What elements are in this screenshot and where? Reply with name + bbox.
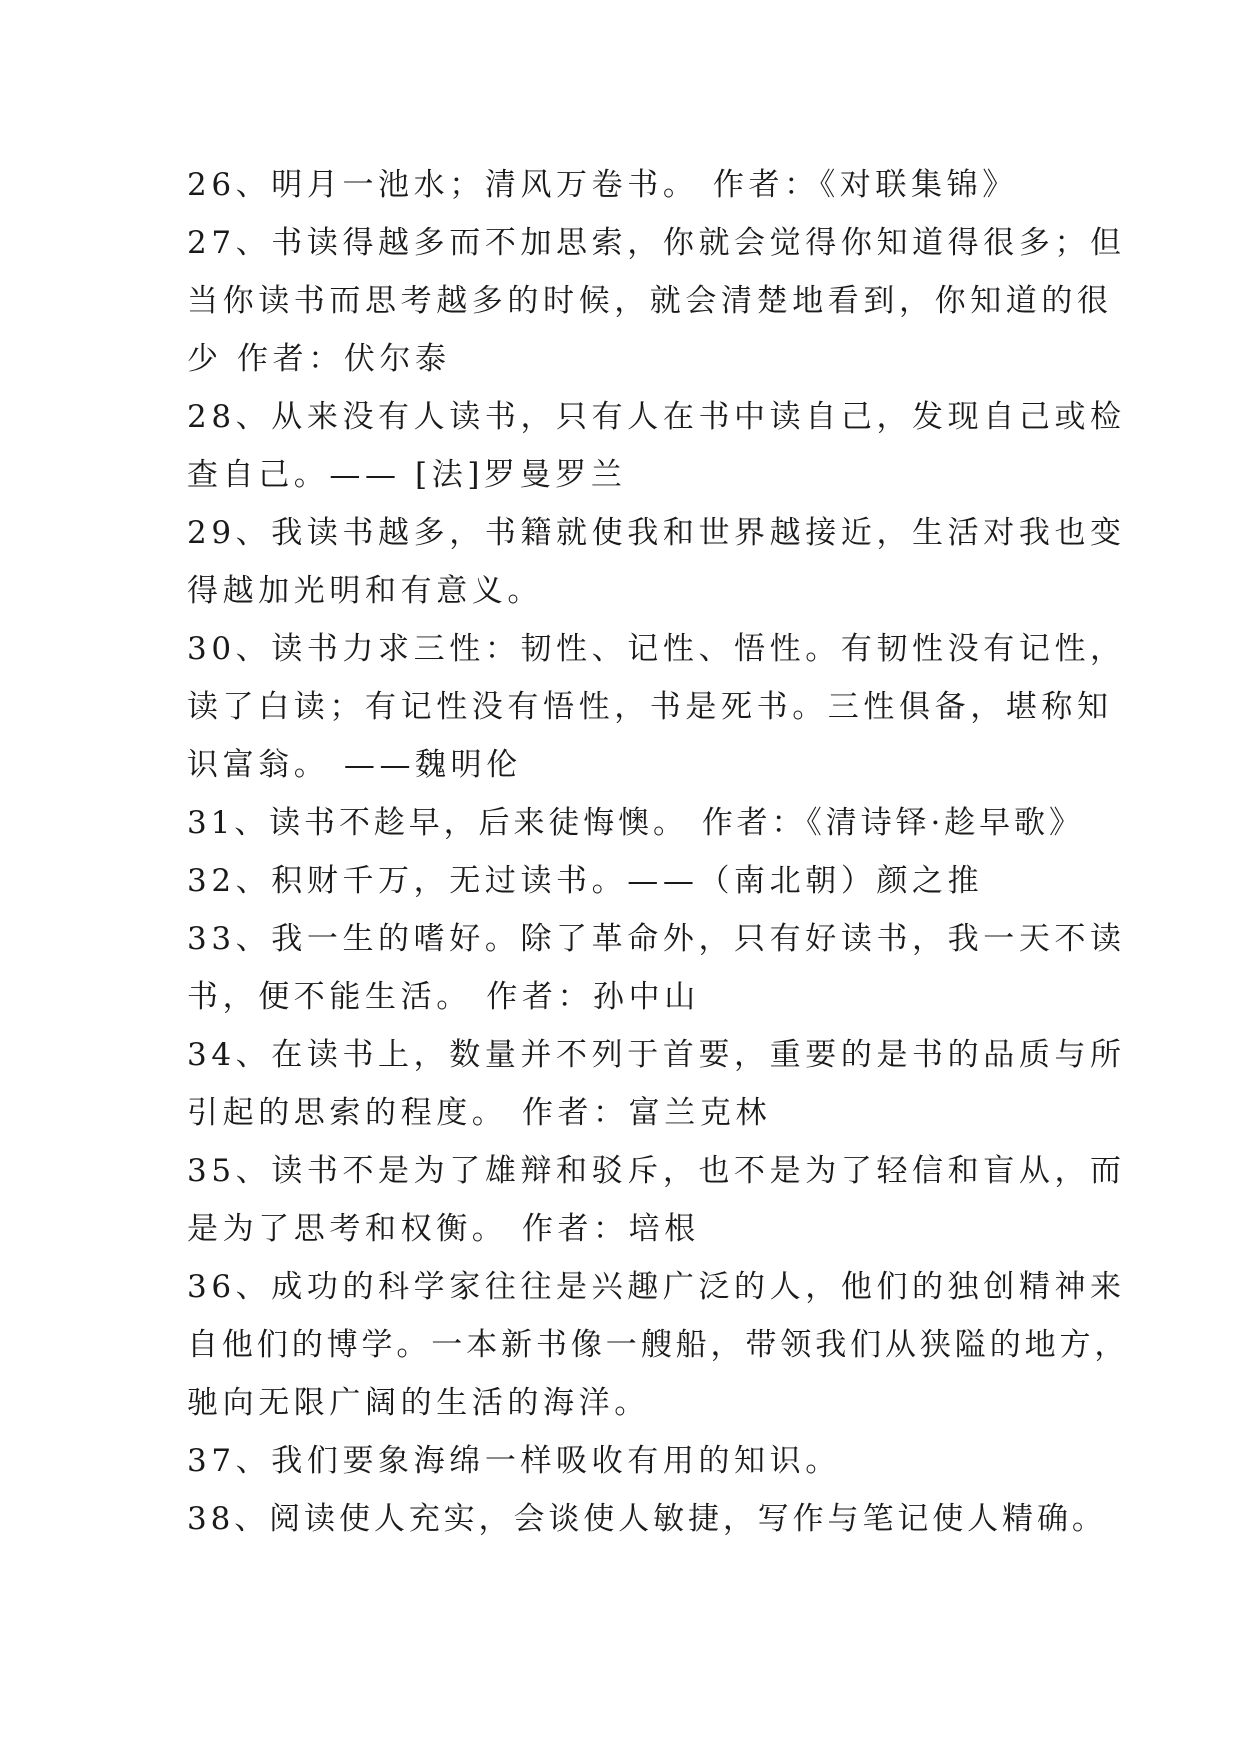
text-line: 35、读书不是为了雄辩和驳斥，也不是为了轻信和盲从，而 xyxy=(187,1153,1126,1189)
text-line: 26、明月一池水；清风万卷书。 作者：《对联集锦》 xyxy=(187,167,1018,203)
text-line: 少 作者：伏尔泰 xyxy=(187,341,451,377)
text-line: 32、积财千万，无过读书。——（南北朝）颜之推 xyxy=(187,863,984,899)
text-line: 得越加光明和有意义。 xyxy=(187,573,543,609)
text-line: 查自己。—— [法]罗曼罗兰 xyxy=(187,457,627,493)
text-line: 27、书读得越多而不加思索，你就会觉得你知道得很多；但 xyxy=(187,225,1126,261)
text-line: 33、我一生的嗜好。除了革命外，只有好读书，我一天不读 xyxy=(187,921,1126,957)
text-line: 自他们的博学。一本新书像一艘船，带领我们从狭隘的地方， xyxy=(187,1327,1130,1363)
text-line: 书，便不能生活。 作者：孙中山 xyxy=(187,979,700,1015)
text-line: 31、读书不趁早，后来徒悔懊。 作者：《清诗铎·趁早歌》 xyxy=(187,805,1084,841)
text-line: 29、我读书越多，书籍就使我和世界越接近，生活对我也变 xyxy=(187,515,1126,551)
text-line: 引起的思索的程度。 作者：富兰克林 xyxy=(187,1095,772,1131)
text-line: 36、成功的科学家往往是兴趣广泛的人，他们的独创精神来 xyxy=(187,1269,1126,1305)
text-line: 驰向无限广阔的生活的海洋。 xyxy=(187,1385,650,1421)
text-line: 34、在读书上，数量并不列于首要，重要的是书的品质与所 xyxy=(187,1037,1126,1073)
text-line: 30、读书力求三性：韧性、记性、悟性。有韧性没有记性， xyxy=(187,631,1126,667)
text-line: 读了白读；有记性没有悟性，书是死书。三性俱备，堪称知 xyxy=(187,689,1113,725)
text-line: 28、从来没有人读书，只有人在书中读自己，发现自己或检 xyxy=(187,399,1126,435)
quote-list xyxy=(187,156,1130,1548)
text-line: 是为了思考和权衡。 作者：培根 xyxy=(187,1211,700,1247)
text-line: 识富翁。 ——魏明伦 xyxy=(187,747,522,783)
text-line: 当你读书而思考越多的时候，就会清楚地看到，你知道的很 xyxy=(187,283,1113,319)
text-line: 38、阅读使人充实，会谈使人敏捷，写作与笔记使人精确。 xyxy=(187,1501,1107,1537)
text-line: 37、我们要象海绵一样吸收有用的知识。 xyxy=(187,1443,841,1479)
